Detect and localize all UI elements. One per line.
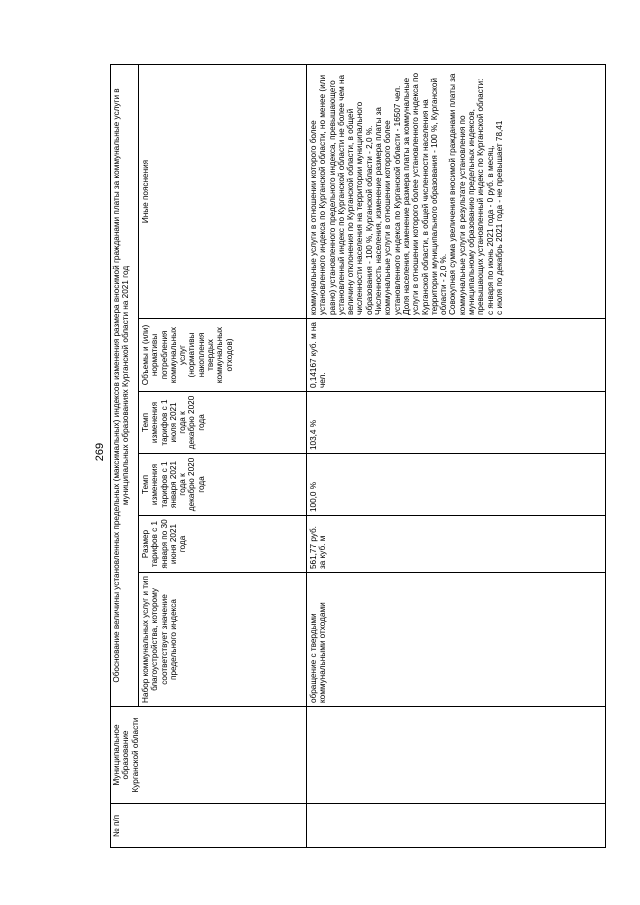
header-num: № п/п xyxy=(110,803,307,848)
cell-volumes: 0,14167 куб. м на чел. xyxy=(307,318,606,391)
notes-line: с января по июнь 2021 года - 0 руб. в месяц, xyxy=(485,145,495,315)
header-tariff-size: Размер тарифов с 1 января по 30 июня 2021 года xyxy=(139,515,307,572)
cell-rate-jul: 103,4 % xyxy=(307,391,606,453)
notes-line: коммунальные услуги в отношении которого более установленного индекса по Курганской области, но менее (или равно) установленного предельного индекса, превышающего установленный индекс по Курганской области не более чем на величину отклонения по Курганской области, в общей численности населения на территории муниципального образования - 100 %, Курганской области - 2,0 %. xyxy=(309,74,374,315)
cell-tariff-size: 561,77 руб. за куб. м xyxy=(307,515,606,572)
cell-num xyxy=(307,803,606,848)
cell-rate-jan: 100,0 % xyxy=(307,453,606,515)
table-title: Обоснование величины установленных предельных (максимальных) индексов изменения размера вносимой гражданами платы за коммунальные услуги в муниципальных образованиях Курганской области на 2021 год xyxy=(110,64,139,706)
notes-line: Совокупная сумма увеличения вносимой гражданами платы за коммунальные услуги в результате установления по муниципальному образованию предельных индексов, превышающих установленный индекс по Курганской области: xyxy=(448,73,486,315)
document-table-region xyxy=(110,64,606,848)
header-service: Набор коммунальных услуг и тип благоустройства, которому соответствует значение предельного индекса xyxy=(139,572,307,706)
page-number: 269 xyxy=(94,442,106,462)
notes-line: Доля населения, изменение размера платы за коммунальные услуги в отношении которого более установленного индекса по Курганской области, в общей численности населения на территории муниципального образования - 100 %, Курганской области - 2,0 %. xyxy=(401,72,449,315)
cell-service: обращение с твердыми коммунальными отходами xyxy=(307,572,606,706)
justification-table xyxy=(110,64,606,848)
cell-municipality xyxy=(307,706,606,803)
notes-line: с июля по декабрь 2021 года - не превышает 78,41 xyxy=(494,120,504,315)
cell-notes xyxy=(307,64,606,318)
notes-line: Численность населения, изменение размера платы за коммунальные услуги в отношении которого более установленного индекса по Курганской области - 16507 чел. xyxy=(374,85,402,315)
header-volumes: Объемы и (или) нормативы потребления коммунальных услуг (нормативы накопления твердых коммунальных отходов) xyxy=(139,318,307,391)
header-rate-jul: Темп изменения тарифов с 1 июля 2021 года к декабрю 2020 года xyxy=(139,391,307,453)
header-municipality: Муниципальное образование Курганской области xyxy=(110,706,307,803)
header-notes: Иные пояснения xyxy=(139,64,307,318)
header-rate-jan: Темп изменения тарифов с 1 января 2021 года к декабрю 2020 года xyxy=(139,453,307,515)
